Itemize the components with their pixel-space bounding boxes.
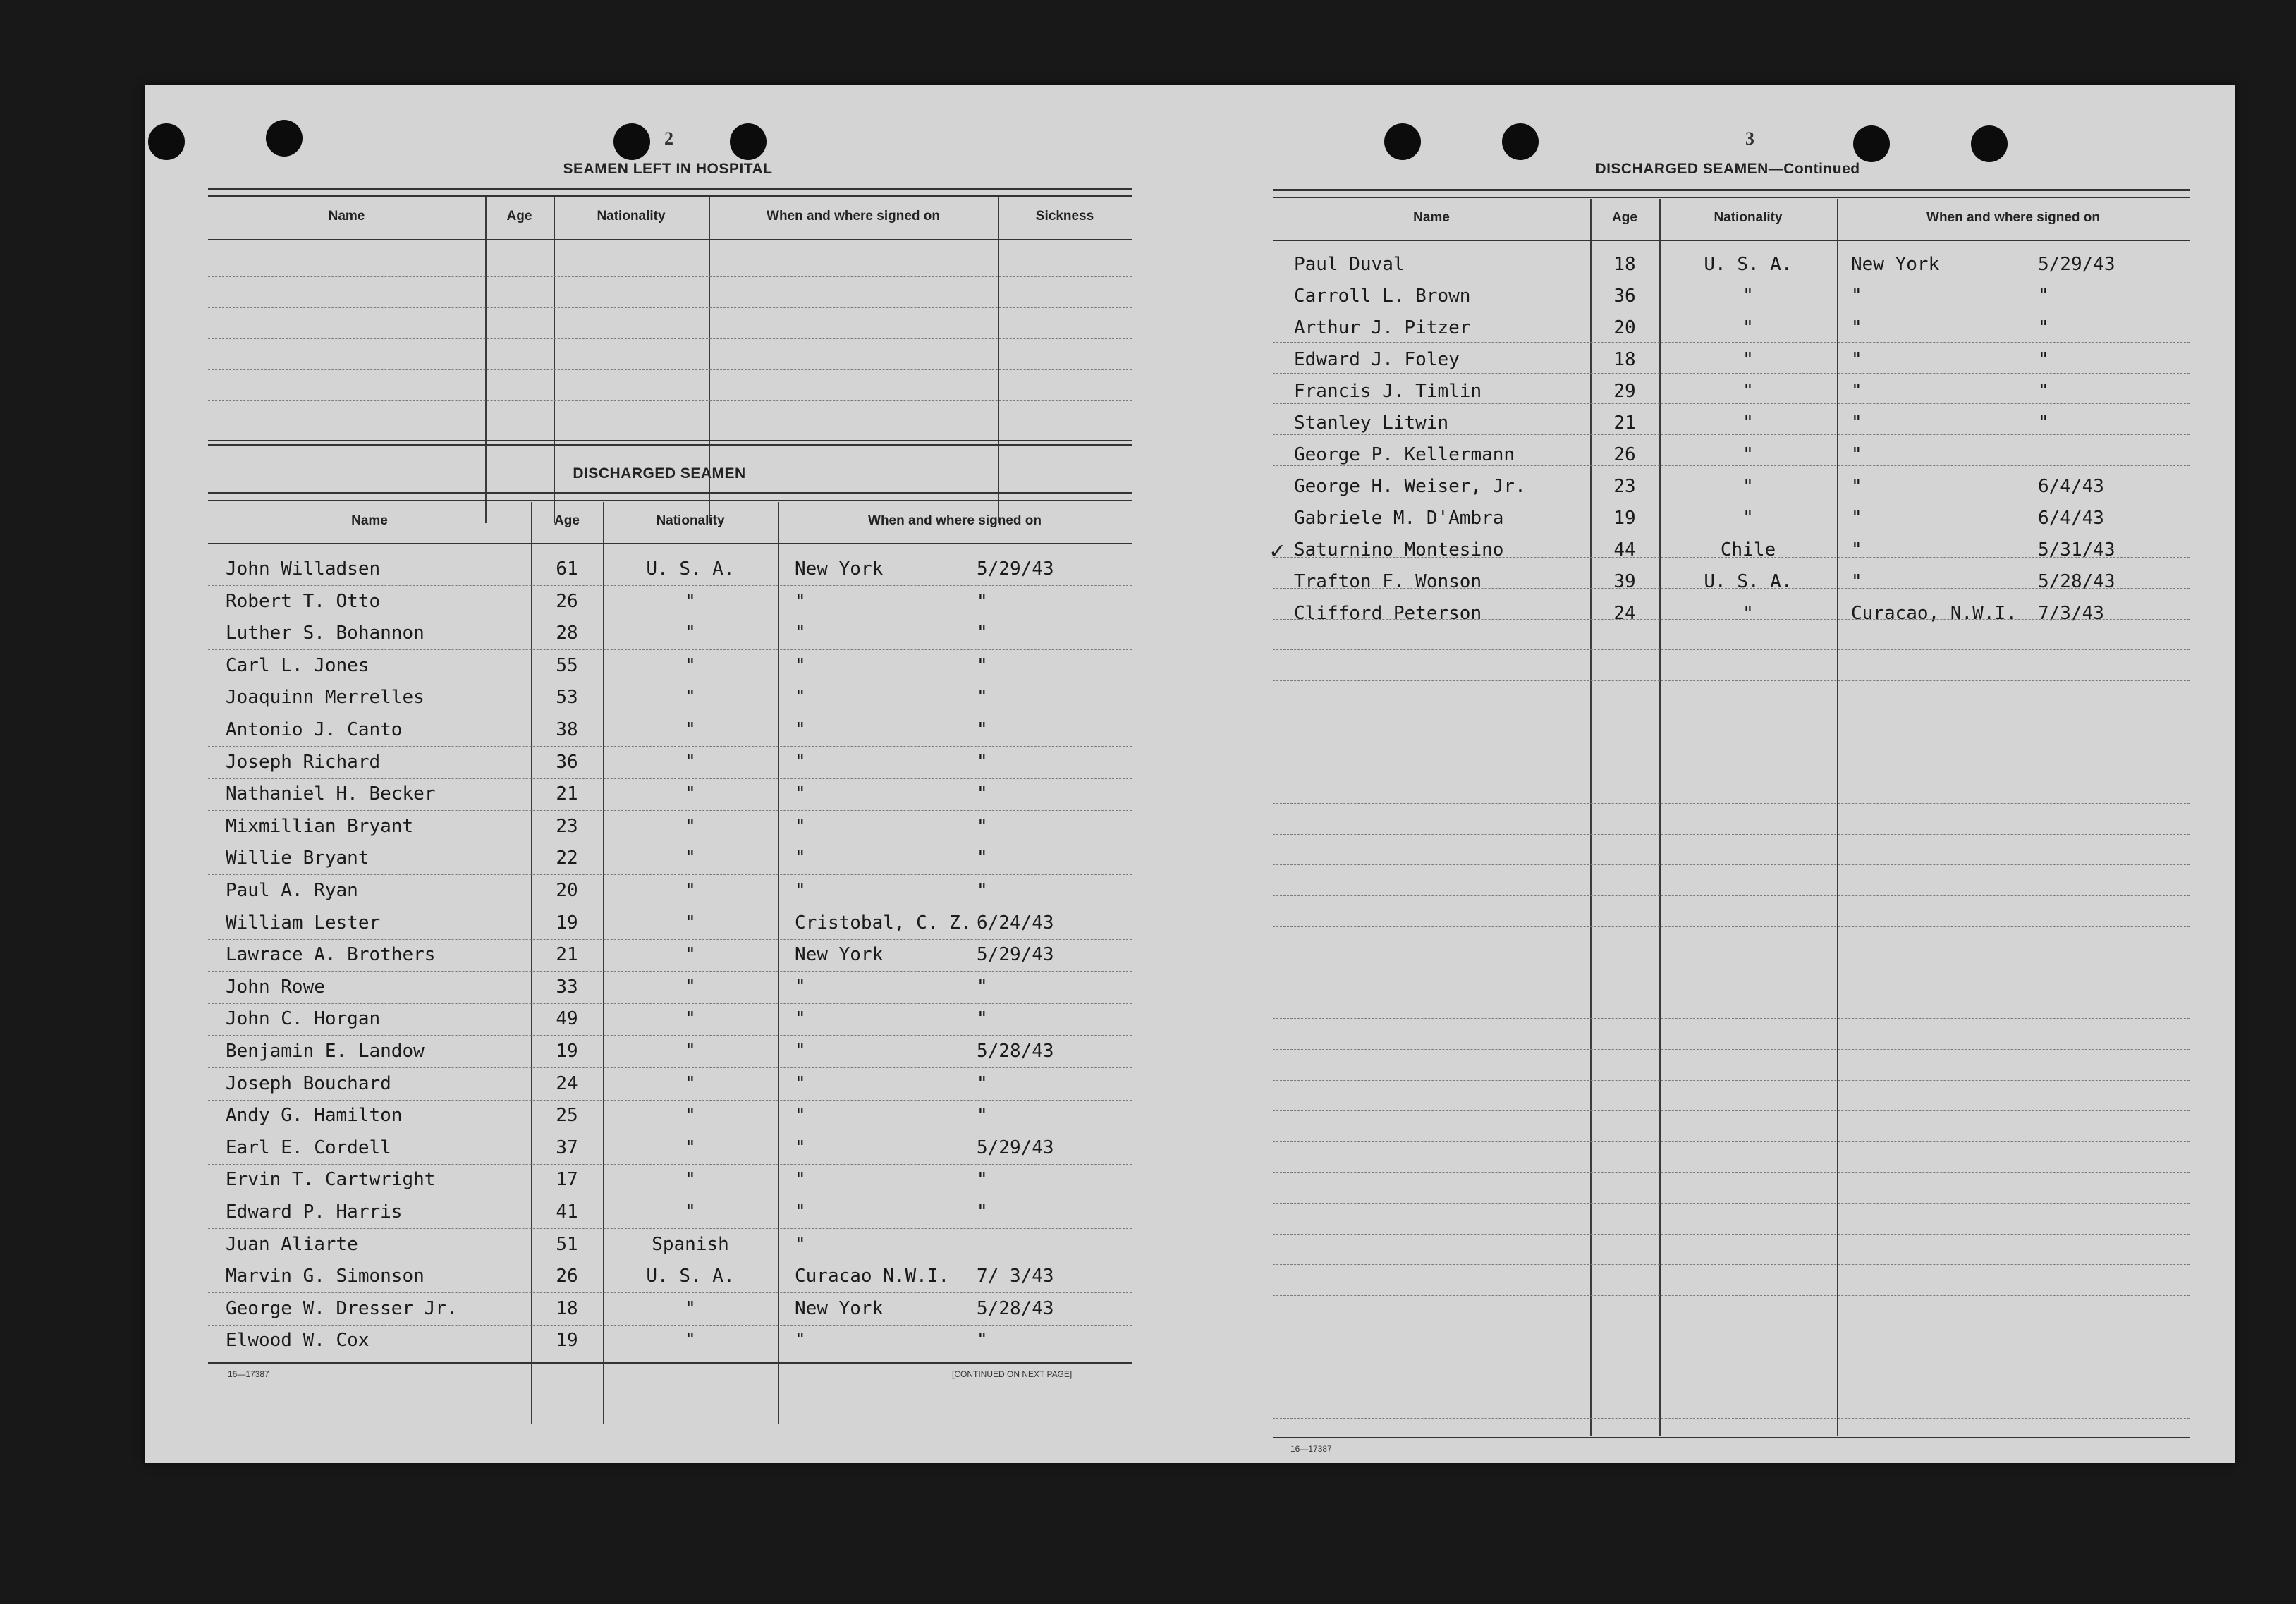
signed-on-date: " <box>977 847 988 869</box>
signed-on-place: " <box>795 1169 806 1191</box>
seaman-name: Stanley Litwin <box>1294 412 1449 434</box>
row-line <box>1273 1049 2190 1050</box>
seaman-nationality: " <box>1742 603 1754 624</box>
seaman-age: 37 <box>556 1137 578 1158</box>
seaman-name: Luther S. Bohannon <box>226 623 425 644</box>
punch-hole <box>266 120 303 157</box>
signed-on-date: 6/24/43 <box>977 912 1054 933</box>
seaman-name: George H. Weiser, Jr. <box>1294 476 1526 497</box>
seaman-age: 41 <box>556 1201 578 1223</box>
seaman-age: 22 <box>556 847 578 869</box>
seaman-age: 36 <box>1613 286 1636 307</box>
discharged-continued-title: DISCHARGED SEAMEN—Continued <box>1595 161 1860 177</box>
form-number: 16—17387 <box>1290 1444 1332 1454</box>
seaman-nationality: " <box>685 1201 696 1223</box>
seaman-name: Benjamin E. Landow <box>226 1041 425 1062</box>
signed-on-date: " <box>977 783 988 805</box>
signed-on-date: " <box>2038 381 2049 402</box>
punch-hole <box>148 123 185 160</box>
seaman-nationality: " <box>685 1169 696 1191</box>
signed-on-date: " <box>2038 412 2049 434</box>
row-line <box>208 810 1132 811</box>
signed-on-date: " <box>977 1105 988 1127</box>
column-header: Age <box>554 513 580 528</box>
row-line <box>208 1292 1132 1293</box>
rule <box>208 188 1132 190</box>
seaman-nationality: " <box>685 944 696 966</box>
seaman-age: 19 <box>556 1330 578 1352</box>
check-mark: ✓ <box>1270 537 1285 565</box>
row-line <box>1273 465 2190 466</box>
seaman-name: Nathaniel H. Becker <box>226 783 436 805</box>
signed-on-date: 7/ 3/43 <box>977 1266 1054 1287</box>
row-line <box>1273 1172 2190 1173</box>
seaman-name: Trafton F. Wonson <box>1294 571 1482 592</box>
seaman-nationality: " <box>1742 508 1754 529</box>
seaman-age: 21 <box>1613 412 1636 434</box>
seaman-name: Andy G. Hamilton <box>226 1105 403 1127</box>
signed-on-place: " <box>1851 286 1862 307</box>
rule <box>208 195 1132 197</box>
seaman-name: Marvin G. Simonson <box>226 1266 425 1287</box>
rule <box>1273 189 2190 191</box>
seaman-nationality: U. S. A. <box>646 1266 735 1287</box>
page-number: 3 <box>1745 128 1754 149</box>
row-line <box>208 1228 1132 1229</box>
signed-on-place: " <box>795 751 806 773</box>
seaman-nationality: " <box>685 1041 696 1062</box>
column-divider <box>1837 199 1838 1436</box>
signed-on-date: " <box>977 1008 988 1030</box>
seaman-age: 24 <box>556 1072 578 1094</box>
signed-on-date: 5/28/43 <box>977 1041 1054 1062</box>
seaman-age: 28 <box>556 623 578 644</box>
seaman-nationality: " <box>685 623 696 644</box>
seaman-name: Paul A. Ryan <box>226 880 358 901</box>
signed-on-place: " <box>1851 444 1862 465</box>
seaman-nationality: " <box>685 751 696 773</box>
signed-on-place: " <box>795 1041 806 1062</box>
signed-on-place: " <box>795 623 806 644</box>
seaman-nationality: " <box>685 1297 696 1319</box>
seaman-age: 19 <box>1613 508 1636 529</box>
seaman-nationality: " <box>1742 476 1754 497</box>
signed-on-place: " <box>795 719 806 740</box>
seaman-age: 19 <box>556 1041 578 1062</box>
seaman-nationality: " <box>1742 444 1754 465</box>
seaman-age: 18 <box>1613 254 1636 275</box>
signed-on-place: " <box>795 1137 806 1158</box>
column-header: Nationality <box>597 209 666 224</box>
signed-on-place: " <box>795 1330 806 1352</box>
column-header: When and where signed on <box>868 513 1042 528</box>
seaman-nationality: " <box>685 1072 696 1094</box>
rule <box>1273 197 2190 198</box>
signed-on-place: New York <box>795 558 884 580</box>
signed-on-date: 5/28/43 <box>2038 571 2115 592</box>
signed-on-place: " <box>1851 349 1862 370</box>
row-line <box>1273 619 2190 620</box>
signed-on-place: " <box>1851 381 1862 402</box>
signed-on-date: " <box>977 880 988 901</box>
signed-on-date: " <box>977 687 988 709</box>
signed-on-place: " <box>795 847 806 869</box>
signed-on-place: " <box>795 815 806 837</box>
row-line <box>1273 1295 2190 1296</box>
seaman-nationality: " <box>685 815 696 837</box>
row-line <box>1273 1203 2190 1204</box>
seaman-nationality: " <box>685 1008 696 1030</box>
signed-on-place: " <box>795 1233 806 1255</box>
seaman-nationality: Chile <box>1720 539 1776 561</box>
seaman-nationality: U. S. A. <box>646 558 735 580</box>
seaman-nationality: " <box>685 654 696 676</box>
seaman-name: George P. Kellermann <box>1294 444 1515 465</box>
row-line <box>1273 1141 2190 1142</box>
signed-on-place: Curacao, N.W.I. <box>1851 603 2017 624</box>
row-line <box>208 1325 1132 1326</box>
row-line <box>208 1035 1132 1036</box>
seaman-nationality: U. S. A. <box>1704 254 1793 275</box>
form-number: 16—17387 <box>228 1369 269 1379</box>
row-line <box>208 307 1132 308</box>
signed-on-date: 5/29/43 <box>977 558 1054 580</box>
seaman-nationality: " <box>685 1105 696 1127</box>
seaman-age: 38 <box>556 719 578 740</box>
seaman-name: John C. Horgan <box>226 1008 381 1030</box>
punch-hole <box>1384 123 1421 160</box>
row-line <box>208 874 1132 875</box>
signed-on-date: " <box>977 654 988 676</box>
seaman-age: 26 <box>1613 444 1636 465</box>
signed-on-place: New York <box>795 1297 884 1319</box>
signed-on-place: New York <box>795 944 884 966</box>
seaman-name: Clifford Peterson <box>1294 603 1482 624</box>
seaman-age: 36 <box>556 751 578 773</box>
seaman-name: Lawrace A. Brothers <box>226 944 436 966</box>
row-line <box>208 1164 1132 1165</box>
seaman-nationality: U. S. A. <box>1704 571 1793 592</box>
column-header: When and where signed on <box>767 209 940 224</box>
seaman-name: Antonio J. Canto <box>226 719 403 740</box>
seaman-age: 61 <box>556 558 578 580</box>
seaman-age: 18 <box>556 1297 578 1319</box>
signed-on-date: " <box>977 751 988 773</box>
seaman-age: 18 <box>1613 349 1636 370</box>
signed-on-date: " <box>2038 349 2049 370</box>
signed-on-place: Curacao N.W.I. <box>795 1266 950 1287</box>
seaman-age: 49 <box>556 1008 578 1030</box>
seaman-nationality: " <box>685 847 696 869</box>
column-header: Age <box>1612 210 1637 225</box>
column-header: Nationality <box>1714 210 1783 225</box>
seaman-age: 33 <box>556 976 578 998</box>
row-line <box>208 1100 1132 1101</box>
seaman-name: Edward P. Harris <box>226 1201 403 1223</box>
row-line <box>1273 895 2190 896</box>
signed-on-date: " <box>977 1201 988 1223</box>
row-line <box>1273 342 2190 343</box>
signed-on-date: " <box>977 1072 988 1094</box>
seaman-nationality: " <box>685 1137 696 1158</box>
seaman-name: George W. Dresser Jr. <box>226 1297 458 1319</box>
seaman-age: 17 <box>556 1169 578 1191</box>
punch-hole <box>1502 123 1539 160</box>
row-line <box>208 276 1132 277</box>
seaman-name: Gabriele M. D'Ambra <box>1294 508 1504 529</box>
row-line <box>1273 1110 2190 1111</box>
seaman-age: 20 <box>556 880 578 901</box>
rule <box>208 1362 1132 1364</box>
column-header: Name <box>1413 210 1450 225</box>
signed-on-place: " <box>1851 571 1862 592</box>
column-header: Name <box>328 209 365 224</box>
row-line <box>208 585 1132 586</box>
row-line <box>208 1003 1132 1004</box>
row-line <box>1273 680 2190 681</box>
column-divider <box>998 197 999 523</box>
seaman-nationality: " <box>685 976 696 998</box>
punch-hole <box>730 123 767 160</box>
seaman-age: 23 <box>556 815 578 837</box>
seaman-age: 29 <box>1613 381 1636 402</box>
row-line <box>1273 588 2190 589</box>
seaman-nationality: " <box>685 719 696 740</box>
seaman-name: John Willadsen <box>226 558 381 580</box>
seaman-age: 20 <box>1613 317 1636 338</box>
seaman-name: Francis J. Timlin <box>1294 381 1482 402</box>
seaman-name: Edward J. Foley <box>1294 349 1460 370</box>
signed-on-place: " <box>1851 508 1862 529</box>
signed-on-place: " <box>795 1105 806 1127</box>
punch-hole <box>1853 125 1890 162</box>
row-line <box>1273 434 2190 435</box>
row-line <box>1273 649 2190 650</box>
row-line <box>1273 1080 2190 1081</box>
seaman-name: Arthur J. Pitzer <box>1294 317 1471 338</box>
row-line <box>208 939 1132 940</box>
seaman-nationality: " <box>1742 412 1754 434</box>
seaman-nationality: " <box>1742 381 1754 402</box>
seaman-nationality: " <box>685 880 696 901</box>
signed-on-date: 5/28/43 <box>977 1297 1054 1319</box>
signed-on-place: " <box>795 654 806 676</box>
rule <box>208 440 1132 441</box>
seaman-name: Carl L. Jones <box>226 654 370 676</box>
signed-on-place: " <box>1851 476 1862 497</box>
rule <box>1273 1437 2190 1438</box>
signed-on-place: " <box>795 1008 806 1030</box>
seaman-age: 26 <box>556 1266 578 1287</box>
column-header: When and where signed on <box>1926 210 2100 225</box>
seaman-age: 21 <box>556 944 578 966</box>
seaman-age: 23 <box>1613 476 1636 497</box>
signed-on-date: 5/29/43 <box>2038 254 2115 275</box>
row-line <box>1273 1018 2190 1019</box>
signed-on-date: 7/3/43 <box>2038 603 2104 624</box>
signed-on-date: " <box>2038 286 2049 307</box>
seaman-age: 39 <box>1613 571 1636 592</box>
row-line <box>1273 403 2190 404</box>
seaman-name: Saturnino Montesino <box>1294 539 1504 561</box>
rule <box>208 239 1132 240</box>
seaman-age: 21 <box>556 783 578 805</box>
signed-on-place: " <box>795 783 806 805</box>
column-header: Age <box>506 209 532 224</box>
seaman-name: Earl E. Cordell <box>226 1137 391 1158</box>
row-line <box>208 338 1132 339</box>
seaman-name: Joaquinn Merrelles <box>226 687 425 709</box>
punch-hole <box>613 123 650 160</box>
signed-on-place: " <box>795 1072 806 1094</box>
row-line <box>208 746 1132 747</box>
seaman-age: 44 <box>1613 539 1636 561</box>
rule <box>208 492 1132 494</box>
seaman-name: Willie Bryant <box>226 847 370 869</box>
seaman-age: 53 <box>556 687 578 709</box>
seaman-name: Robert T. Otto <box>226 590 381 612</box>
seaman-name: John Rowe <box>226 976 325 998</box>
seaman-age: 51 <box>556 1233 578 1255</box>
seaman-name: Elwood W. Cox <box>226 1330 370 1352</box>
seaman-nationality: " <box>685 687 696 709</box>
column-header: Sickness <box>1035 209 1094 224</box>
row-line <box>208 369 1132 370</box>
seaman-name: Mixmillian Bryant <box>226 815 414 837</box>
column-divider <box>778 502 779 1424</box>
signed-on-place: " <box>795 1201 806 1223</box>
signed-on-place: New York <box>1851 254 1940 275</box>
rule <box>208 500 1132 501</box>
seaman-name: Juan Aliarte <box>226 1233 358 1255</box>
signed-on-date: 6/4/43 <box>2038 476 2104 497</box>
seaman-age: 19 <box>556 912 578 933</box>
row-line <box>1273 834 2190 835</box>
seaman-nationality: " <box>685 783 696 805</box>
row-line <box>1273 373 2190 374</box>
row-line <box>1273 1264 2190 1265</box>
seaman-name: William Lester <box>226 912 381 933</box>
column-header: Name <box>351 513 388 528</box>
signed-on-date: " <box>977 1169 988 1191</box>
page-number: 2 <box>664 128 673 149</box>
signed-on-date: " <box>977 1330 988 1352</box>
seaman-age: 26 <box>556 590 578 612</box>
row-line <box>1273 926 2190 927</box>
signed-on-place: Cristobal, C. Z. <box>795 912 972 933</box>
seaman-nationality: " <box>1742 317 1754 338</box>
signed-on-place: " <box>795 880 806 901</box>
punch-hole <box>1971 125 2008 162</box>
row-line <box>1273 1418 2190 1419</box>
row-line <box>208 1067 1132 1068</box>
column-divider <box>485 197 487 523</box>
signed-on-date: " <box>977 590 988 612</box>
row-line <box>208 778 1132 779</box>
seaman-nationality: Spanish <box>652 1233 729 1255</box>
seaman-age: 24 <box>1613 603 1636 624</box>
signed-on-date: 6/4/43 <box>2038 508 2104 529</box>
signed-on-place: " <box>1851 412 1862 434</box>
signed-on-date: " <box>977 719 988 740</box>
signed-on-place: " <box>1851 539 1862 561</box>
signed-on-date: " <box>977 815 988 837</box>
seaman-age: 25 <box>556 1105 578 1127</box>
seaman-nationality: " <box>685 1330 696 1352</box>
row-line <box>208 400 1132 401</box>
row-line <box>1273 1234 2190 1235</box>
seaman-name: Carroll L. Brown <box>1294 286 1471 307</box>
signed-on-place: " <box>795 590 806 612</box>
row-line <box>1273 864 2190 865</box>
hospital-section-title: SEAMEN LEFT IN HOSPITAL <box>563 161 773 177</box>
seaman-nationality: " <box>685 590 696 612</box>
document-spread <box>145 85 2235 1463</box>
signed-on-date: " <box>977 623 988 644</box>
signed-on-place: " <box>1851 317 1862 338</box>
seaman-nationality: " <box>685 912 696 933</box>
seaman-age: 55 <box>556 654 578 676</box>
seaman-nationality: " <box>1742 349 1754 370</box>
signed-on-place: " <box>795 976 806 998</box>
signed-on-date: 5/29/43 <box>977 1137 1054 1158</box>
row-line <box>208 649 1132 650</box>
rule <box>208 543 1132 544</box>
row-line <box>208 971 1132 972</box>
signed-on-date: 5/29/43 <box>977 944 1054 966</box>
rule <box>208 444 1132 446</box>
seaman-nationality: " <box>1742 286 1754 307</box>
seaman-name: Ervin T. Cartwright <box>226 1169 436 1191</box>
signed-on-date: " <box>977 976 988 998</box>
signed-on-date: 5/31/43 <box>2038 539 2115 561</box>
seaman-name: Paul Duval <box>1294 254 1405 275</box>
signed-on-place: " <box>795 687 806 709</box>
column-header: Nationality <box>656 513 725 528</box>
signed-on-date: " <box>2038 317 2049 338</box>
discharged-section-title: DISCHARGED SEAMEN <box>573 465 746 482</box>
rule <box>1273 240 2190 241</box>
seaman-name: Joseph Bouchard <box>226 1072 391 1094</box>
seaman-name: Joseph Richard <box>226 751 381 773</box>
row-line <box>1273 557 2190 558</box>
continued-note: [CONTINUED ON NEXT PAGE] <box>952 1369 1073 1379</box>
row-line <box>1273 803 2190 804</box>
